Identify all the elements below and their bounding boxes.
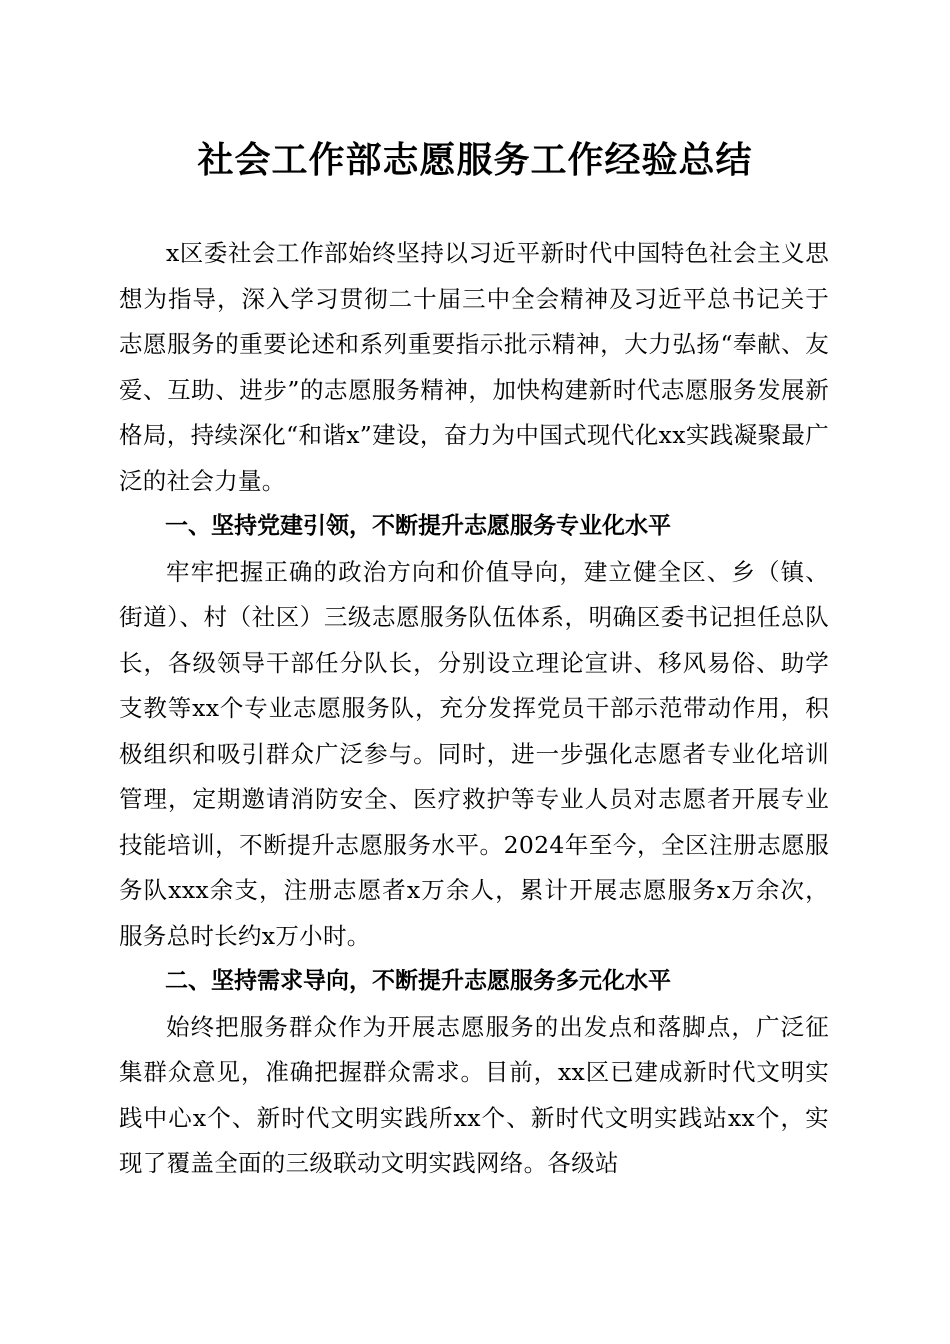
section-paragraph-1: 牢牢把握正确的政治方向和价值导向，建立健全区、乡（镇、街道）、村（社区）三级志愿服务队伍体系，明确区委书记担任总队长，各级领导干部任分队长，分别设立理论宣讲、移风易俗、助学支教等xx个专业志愿服务队，充分发挥党员干部示范带动作用，积极组织和吸引群众广泛参与。同时，进一步强化志愿者专业化培训管理，定期邀请消防安全、医疗救护等专业人员对志愿者开展专业技能培训，不断提升志愿服务水平。2024年至今，全区注册志愿服务队xxx余支，注册志愿者x万余人，累计开展志愿服务x万余次，服务总时长约x万小时。 — [119, 557, 829, 950]
section-heading-2: 二、坚持需求导向，不断提升志愿服务多元化水平 — [165, 968, 671, 994]
section-paragraph-2: 始终把服务群众作为开展志愿服务的出发点和落脚点，广泛征集群众意见，准确把握群众需求。目前，xx区已建成新时代文明实践中心x个、新时代文明实践所xx个、新时代文明实践站xx个，实现了覆盖全面的三级联动文明实践网络。各级站 — [119, 1012, 829, 1177]
document-title: 社会工作部志愿服务工作经验总结 — [197, 139, 753, 181]
section-heading-1: 一、坚持党建引领，不断提升志愿服务专业化水平 — [165, 513, 671, 539]
intro-paragraph: x区委社会工作部始终坚持以习近平新时代中国特色社会主义思想为指导，深入学习贯彻二十届三中全会精神及习近平总书记关于志愿服务的重要论述和系列重要指示批示精神，大力弘扬“奉献、友爱、互助、进步”的志愿服务精神，加快构建新时代志愿服务发展新格局，持续深化“和谐x”建设，奋力为中国式现代化xx实践凝聚最广泛的社会力量。 — [119, 239, 829, 495]
document-body — [119, 231, 829, 1187]
